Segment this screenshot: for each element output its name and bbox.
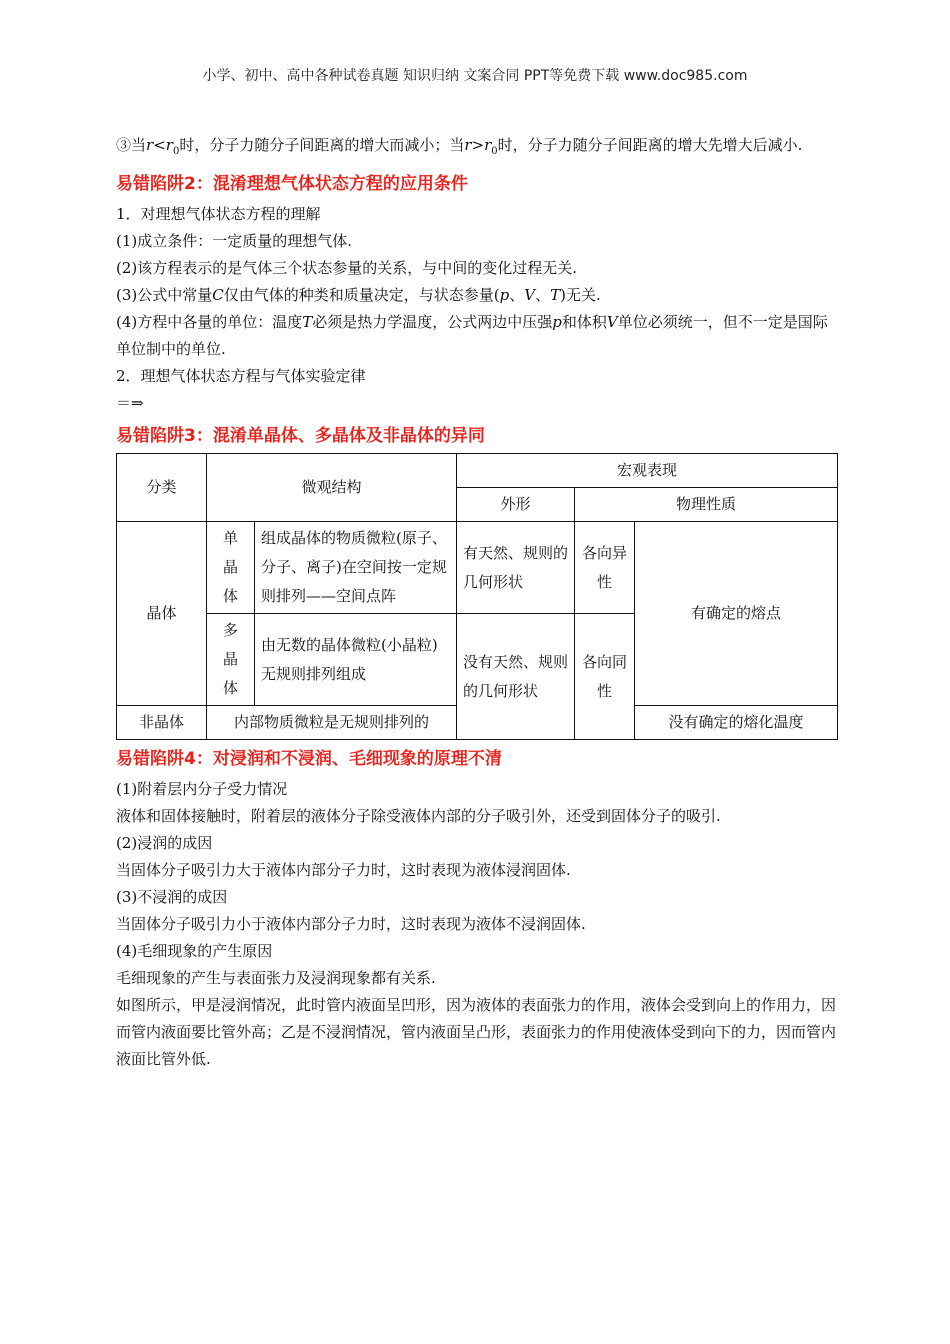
header-class: 分类 <box>117 454 207 522</box>
isotropy: 各向同性 <box>575 614 635 740</box>
trap2-line-5: (4)方程中各量的单位：温度T必须是热力学温度，公式两边中压强p和体积V单位必须统一，但不一定是国际单位制中的单位. <box>116 313 828 358</box>
trap2-heading: 易错陷阱2：混淆理想气体状态方程的应用条件 <box>116 174 468 194</box>
single-crystal-micro: 组成晶体的物质微粒(原子、分子、离子)在空间按一定规则排列——空间点阵 <box>255 522 457 614</box>
crystal-label: 晶体 <box>117 522 207 706</box>
trap2-line-2: (1)成立条件：一定质量的理想气体. <box>116 232 353 250</box>
single-crystal-label: 单 晶 体 <box>207 522 255 614</box>
trap4-line-3: (2)浸润的成因 <box>116 834 213 852</box>
header-shape: 外形 <box>457 488 575 522</box>
poly-crystal-micro: 由无数的晶体微粒(小晶粒)无规则排列组成 <box>255 614 457 706</box>
amorph-label: 非晶体 <box>117 706 207 740</box>
trap4-line-6: 当固体分子吸引力小于液体内部分子力时，这时表现为液体不浸润固体. <box>116 915 586 933</box>
crystal-melting-point: 有确定的熔点 <box>635 522 838 706</box>
poly-amorph-shape: 没有天然、规则的几何形状 <box>457 614 575 740</box>
single-crystal-anisotropy: 各向异性 <box>575 522 635 614</box>
header-micro: 微观结构 <box>207 454 457 522</box>
trap4-line-9: 如图所示，甲是浸润情况，此时管内液面呈凹形，因为液体的表面张力的作用，液体会受到向上的作用力，因而管内液面要比管外高；乙是不浸润情况，管内液面呈凸形，表面张力的作用使液体受到向下的力，因而管内液面比管外低. <box>116 996 837 1068</box>
trap2-line-6: 2．理想气体状态方程与气体实验定律 <box>116 367 366 385</box>
amorph-melting: 没有确定的熔化温度 <box>635 706 838 740</box>
page-header: 小学、初中、高中各种试卷真题 知识归纳 文案合同 PPT等免费下载 www.doc985.com <box>202 68 748 84</box>
trap4-line-4: 当固体分子吸引力大于液体内部分子力时，这时表现为液体浸润固体. <box>116 861 571 879</box>
document-body <box>116 132 838 1073</box>
crystal-comparison-table <box>116 453 838 740</box>
poly-crystal-label: 多 晶 体 <box>207 614 255 706</box>
trap2-line-3: (2)该方程表示的是气体三个状态参量的关系，与中间的变化过程无关. <box>116 259 578 277</box>
trap3-heading: 易错陷阱3：混淆单晶体、多晶体及非晶体的异同 <box>116 426 485 446</box>
header-phys: 物理性质 <box>575 488 838 522</box>
single-crystal-shape: 有天然、规则的几何形状 <box>457 522 575 614</box>
trap2-line-7: ＝⇒ <box>116 394 144 412</box>
trap4-line-1: (1)附着层内分子受力情况 <box>116 780 288 798</box>
trap4-line-8: 毛细现象的产生与表面张力及浸润现象都有关系. <box>116 969 436 987</box>
trap4-heading: 易错陷阱4：对浸润和不浸润、毛细现象的原理不清 <box>116 749 502 769</box>
trap2-line-1: 1．对理想气体状态方程的理解 <box>116 205 321 223</box>
trap4-line-2: 液体和固体接触时，附着层的液体分子除受液体内部的分子吸引外，还受到固体分子的吸引. <box>116 807 721 825</box>
trap2-line-4: (3)公式中常量C仅由气体的种类和质量决定，与状态参量(p、V、T)无关. <box>116 286 601 304</box>
amorph-micro: 内部物质微粒是无规则排列的 <box>207 706 457 740</box>
trap4-line-5: (3)不浸润的成因 <box>116 888 228 906</box>
trap4-line-7: (4)毛细现象的产生原因 <box>116 942 273 960</box>
intro-paragraph: ③当$r<r_0$时，分子力随分子间距离的增大而减小；当$r>r_0$时，分子力随分子间距离的增大先增大后减小. <box>116 136 803 157</box>
header-macro: 宏观表现 <box>457 454 838 488</box>
